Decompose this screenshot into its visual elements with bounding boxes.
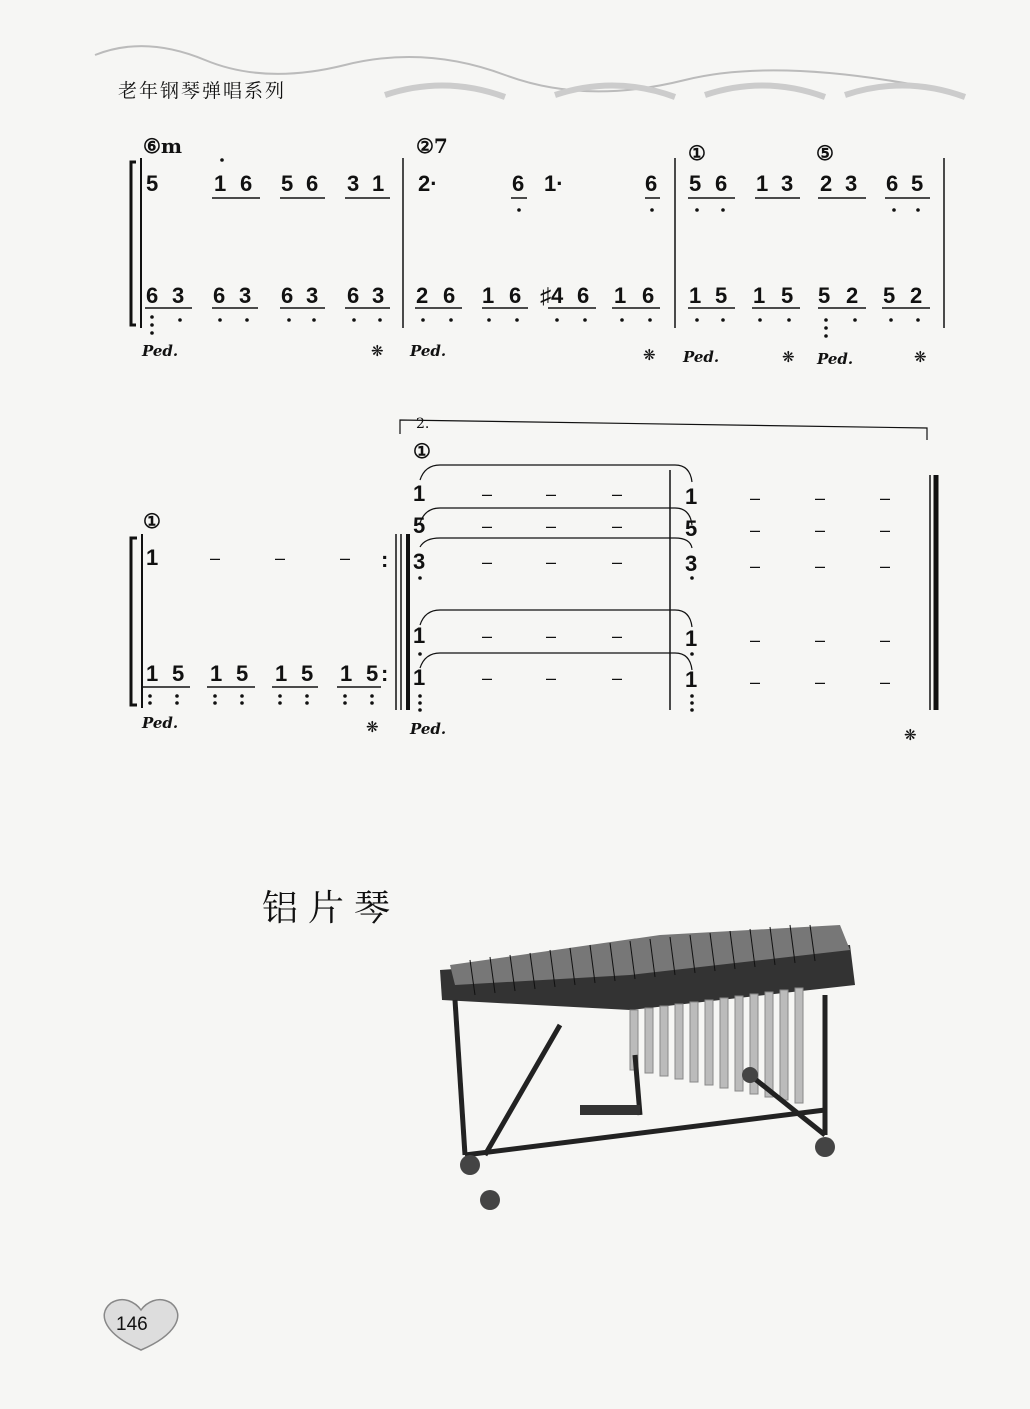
pedal-mark: Ped. — [142, 342, 179, 360]
note: 6 — [213, 283, 226, 308]
note: 6 — [509, 283, 522, 308]
dash: – — [482, 484, 493, 504]
note: 5 — [883, 283, 896, 308]
dash: – — [340, 548, 351, 568]
note: 1 — [756, 171, 769, 196]
note: 5 — [281, 171, 294, 196]
note: 6 — [577, 283, 590, 308]
note: ♯4 — [540, 283, 564, 308]
pedal-release: ❋ — [371, 342, 384, 360]
note: 5 — [715, 283, 728, 308]
note: 6 — [715, 171, 728, 196]
note: 6 — [281, 283, 294, 308]
system-2-staff-lines — [0, 400, 1030, 740]
dash: – — [815, 520, 826, 540]
note: 5 — [781, 283, 794, 308]
note: 1 — [214, 171, 227, 196]
pedal-release: ❋ — [366, 718, 379, 736]
note: 6 — [443, 283, 456, 308]
note: 6 — [886, 171, 899, 196]
note: 5 — [818, 283, 831, 308]
dash: – — [482, 516, 493, 536]
note: 3 — [239, 283, 252, 308]
note: 5 — [366, 661, 379, 686]
dash: – — [275, 548, 286, 568]
note: 3 — [685, 551, 698, 576]
dash: – — [546, 552, 557, 572]
pedal-mark: Ped. — [817, 350, 854, 368]
note: 2 — [416, 283, 429, 308]
chord-label: ① — [143, 509, 161, 533]
dash: – — [750, 488, 761, 508]
dash: – — [546, 668, 557, 688]
note: 5 — [146, 171, 159, 196]
note: 1 — [689, 283, 702, 308]
volta-number: 2. — [416, 416, 430, 432]
pedal-mark: Ped. — [410, 720, 447, 738]
dash: – — [815, 630, 826, 650]
dash: – — [880, 672, 891, 692]
note: 1 — [685, 484, 698, 509]
dash: – — [546, 516, 557, 536]
page-number: 146 — [116, 1314, 148, 1335]
note: 1 — [753, 283, 766, 308]
dash: – — [815, 672, 826, 692]
dash: – — [612, 484, 623, 504]
note: 3 — [306, 283, 319, 308]
note: 1 — [685, 667, 698, 692]
note: 3 — [347, 171, 360, 196]
note: 6 — [306, 171, 319, 196]
dash: – — [612, 516, 623, 536]
dash: – — [815, 488, 826, 508]
pedal-release: ❋ — [914, 348, 927, 366]
note: 5 — [413, 513, 426, 538]
dash: – — [612, 668, 623, 688]
dash: – — [482, 668, 493, 688]
note: 6 — [645, 171, 658, 196]
repeat-dots: : — [381, 661, 389, 686]
pedal-mark: Ped. — [142, 714, 179, 732]
note: 3 — [781, 171, 794, 196]
note: 1 — [482, 283, 495, 308]
chord-label-4: ⑤ — [816, 141, 834, 165]
chord-label-1: ⑥m — [143, 134, 183, 158]
dash: – — [815, 556, 826, 576]
dash: – — [612, 552, 623, 572]
note: 1 — [685, 626, 698, 651]
dash: – — [880, 520, 891, 540]
vibraphone-illustration — [430, 915, 870, 1215]
pedal-release: ❋ — [782, 348, 795, 366]
dash: – — [880, 488, 891, 508]
note: 2 — [910, 283, 923, 308]
note: 1 — [146, 545, 159, 570]
note: 6 — [146, 283, 159, 308]
chord-label-3: ① — [688, 141, 706, 165]
note: 2· — [418, 171, 438, 196]
note: 3 — [372, 283, 385, 308]
note: 2 — [846, 283, 859, 308]
chord-label: ① — [413, 439, 431, 463]
note: 5 — [172, 661, 185, 686]
note: 3 — [413, 549, 426, 574]
note: 1 — [275, 661, 288, 686]
dash: – — [546, 484, 557, 504]
note: 6 — [512, 171, 525, 196]
note: 5 — [685, 516, 698, 541]
note: 1 — [614, 283, 627, 308]
dash: – — [880, 556, 891, 576]
dash: – — [612, 626, 623, 646]
note: 1 — [210, 661, 223, 686]
note: 5 — [301, 661, 314, 686]
note: 1 — [413, 665, 426, 690]
note: 6 — [240, 171, 253, 196]
pedal-release: ❋ — [904, 726, 917, 744]
note: 5 — [689, 171, 702, 196]
note: 1· — [544, 171, 564, 196]
dash: – — [880, 630, 891, 650]
note: 1 — [340, 661, 353, 686]
dash: – — [482, 626, 493, 646]
note: 5 — [236, 661, 249, 686]
note: 1 — [413, 481, 426, 506]
note: 2 — [820, 171, 833, 196]
dash: – — [482, 552, 493, 572]
note: 6 — [347, 283, 360, 308]
note: 3 — [172, 283, 185, 308]
repeat-dots: : — [381, 547, 389, 572]
dash: – — [546, 626, 557, 646]
note: 1 — [413, 623, 426, 648]
dash: – — [750, 520, 761, 540]
note: 1 — [146, 661, 159, 686]
note: 3 — [845, 171, 858, 196]
pedal-mark: Ped. — [683, 348, 720, 366]
dash: – — [750, 672, 761, 692]
note: 6 — [642, 283, 655, 308]
pedal-release: ❋ — [643, 346, 656, 364]
note: 1 — [372, 171, 385, 196]
instrument-caption: 铝片琴 — [262, 888, 401, 929]
dash: – — [750, 630, 761, 650]
dash: – — [750, 556, 761, 576]
series-title: 老年钢琴弹唱系列 — [118, 80, 287, 102]
dash: – — [210, 548, 221, 568]
note: 5 — [911, 171, 924, 196]
pedal-mark: Ped. — [410, 342, 447, 360]
chord-label-2: ②7 — [416, 134, 448, 158]
